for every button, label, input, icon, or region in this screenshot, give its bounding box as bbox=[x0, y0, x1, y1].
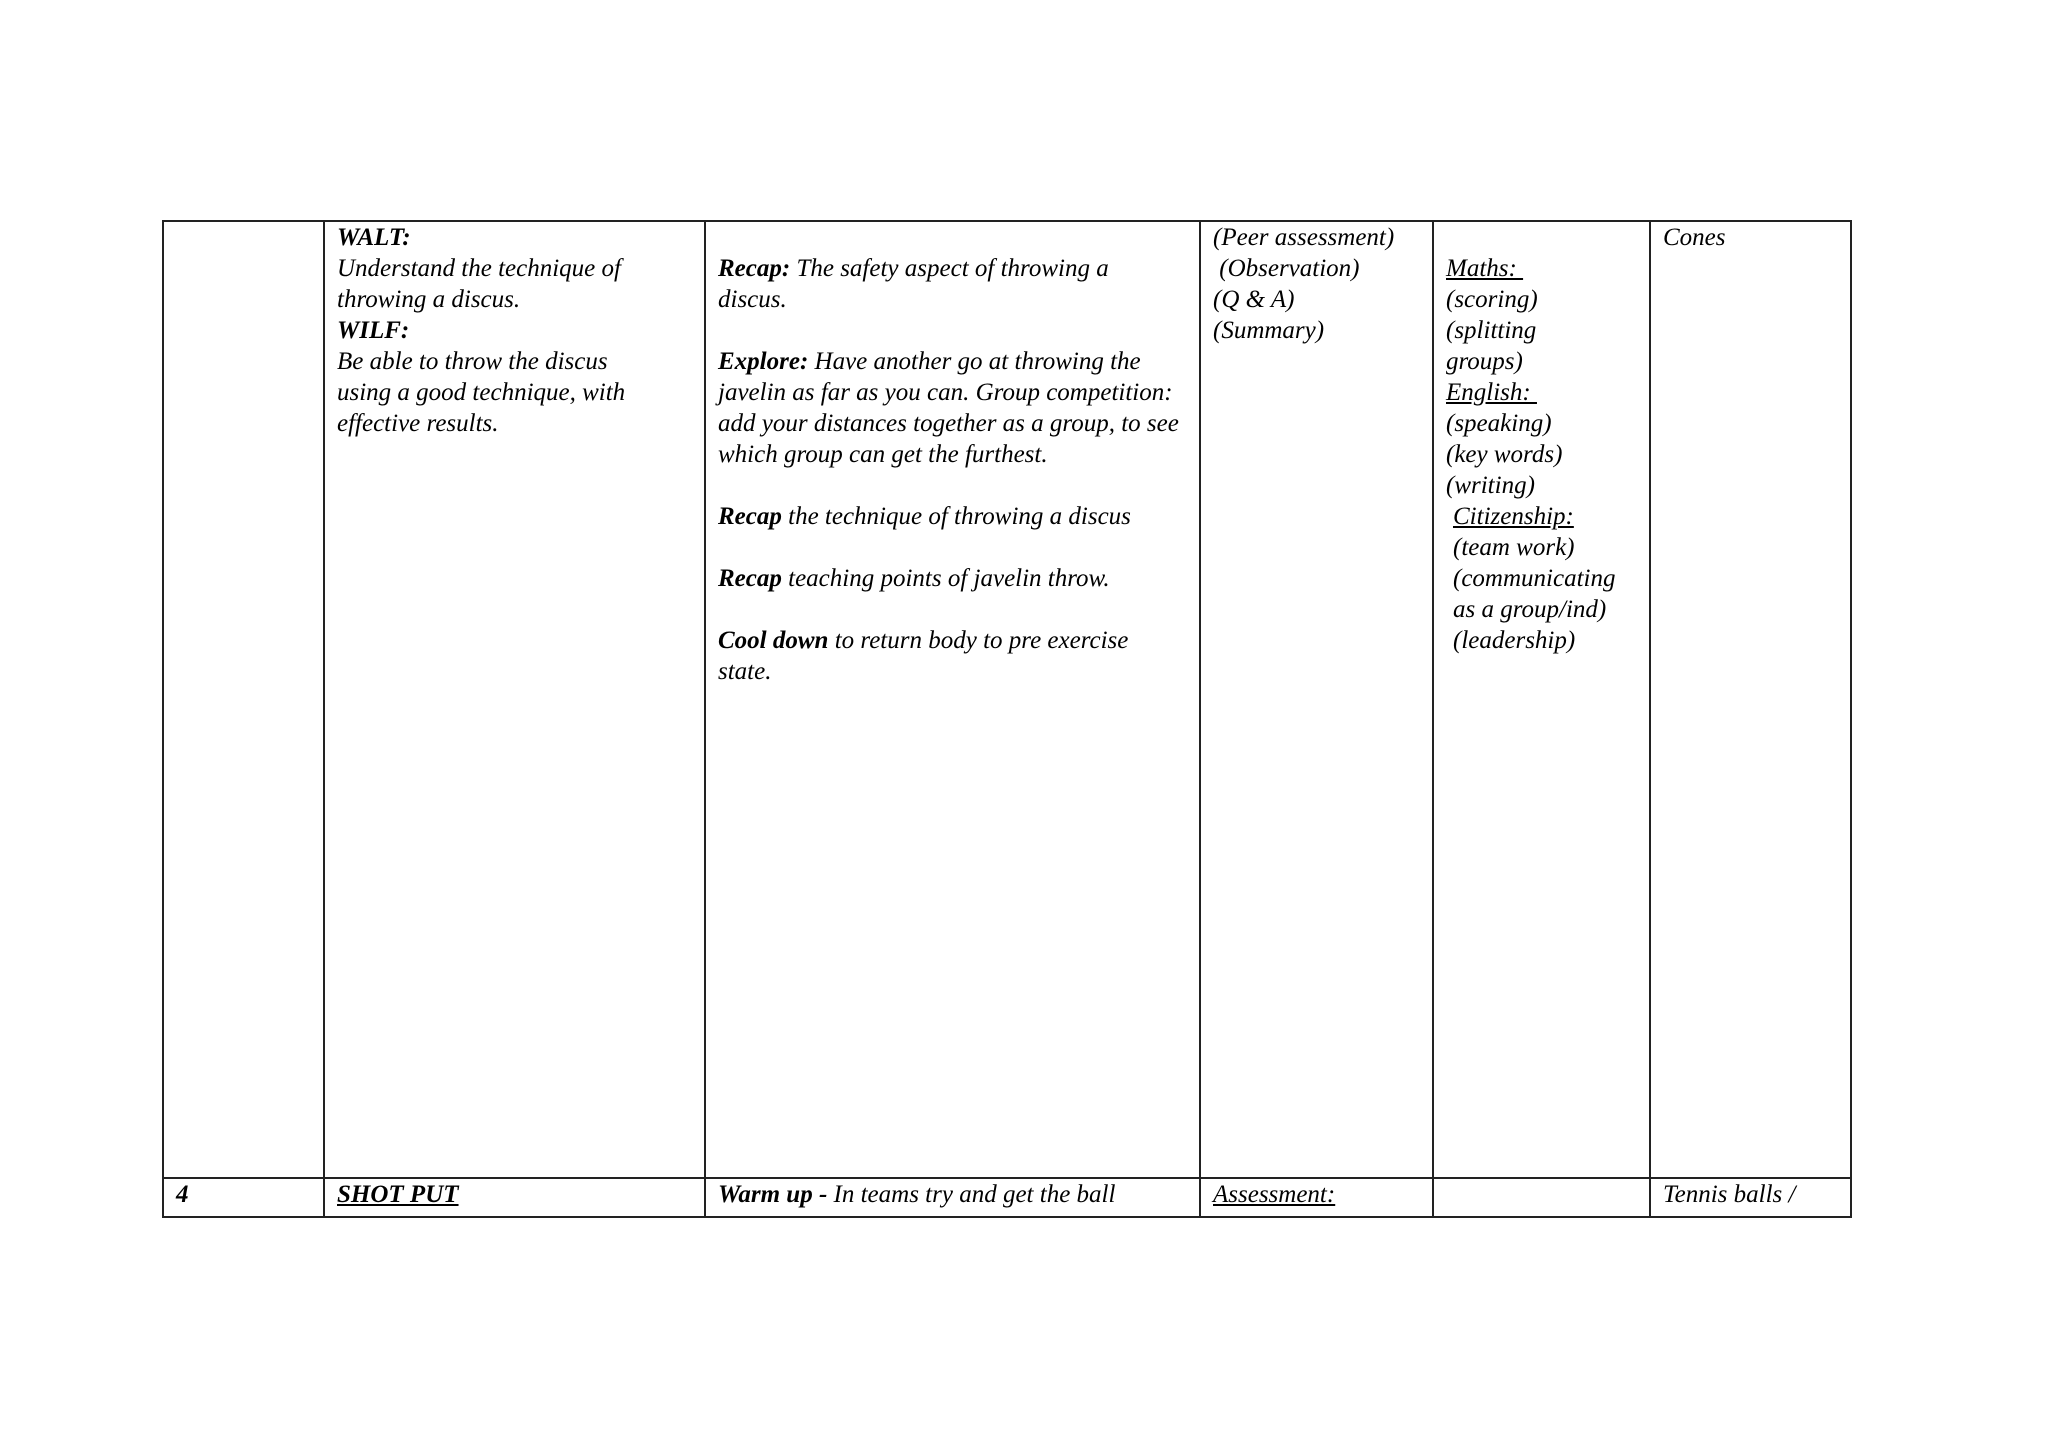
citizenship-item: (team work) bbox=[1453, 534, 1575, 561]
assessment-cell bbox=[1200, 1178, 1433, 1217]
english-item: (writing) bbox=[1446, 472, 1535, 499]
topic-title: SHOT PUT bbox=[337, 1181, 459, 1208]
wilf-heading: WILF: bbox=[337, 317, 410, 344]
topic-cell bbox=[324, 1178, 705, 1217]
lesson-number-cell bbox=[163, 1178, 324, 1217]
lesson-number-cell bbox=[163, 221, 324, 1178]
english-item: (speaking) bbox=[1446, 410, 1552, 437]
cross-curricular-cell bbox=[1433, 221, 1650, 1178]
walt-heading: WALT: bbox=[337, 224, 411, 251]
warm-up-text: In teams try and get the ball bbox=[833, 1181, 1116, 1208]
table-row bbox=[163, 1178, 1851, 1217]
activities-cell bbox=[705, 221, 1200, 1178]
assessment-item: (Observation) bbox=[1213, 255, 1360, 282]
cross-curricular-cell bbox=[1433, 1178, 1650, 1217]
resources-cell bbox=[1650, 1178, 1851, 1217]
english-heading: English: bbox=[1446, 379, 1537, 406]
activity-recap-safety: Recap: The safety aspect of throwing a discus. bbox=[718, 255, 1109, 313]
activity-cool-down: Cool down to return body to pre exercise state. bbox=[718, 627, 1129, 685]
wilf-text: Be able to throw the discus using a good technique, with effective results. bbox=[337, 348, 626, 437]
maths-heading: Maths: bbox=[1446, 255, 1524, 282]
resources-cell bbox=[1650, 221, 1851, 1178]
assessment-heading: Assessment: bbox=[1213, 1181, 1336, 1208]
assessment-item: (Peer assessment) bbox=[1213, 224, 1395, 251]
citizenship-item: (leadership) bbox=[1453, 627, 1576, 654]
assessment-item: (Summary) bbox=[1213, 317, 1325, 344]
citizenship-heading: Citizenship: bbox=[1453, 503, 1574, 530]
lesson-number: 4 bbox=[176, 1181, 189, 1208]
warm-up-lead: Warm up - bbox=[718, 1181, 834, 1208]
citizenship-item: (communicating as a group/ind) bbox=[1453, 565, 1616, 623]
lesson-plan-table bbox=[162, 220, 1852, 1218]
english-item: (key words) bbox=[1446, 441, 1563, 468]
assessment-cell bbox=[1200, 221, 1433, 1178]
activity-recap-javelin: Recap teaching points of javelin throw. bbox=[718, 565, 1110, 592]
citizenship-block bbox=[1446, 501, 1637, 656]
objectives-cell bbox=[324, 221, 705, 1178]
assessment-item: (Q & A) bbox=[1213, 286, 1295, 313]
resources-text: Tennis balls / bbox=[1663, 1181, 1796, 1208]
activity-explore: Explore: Have another go at throwing the javelin as far as you can. Group competition: add your distances together as a group, to see which group can get the furthest. bbox=[718, 348, 1179, 468]
resources-text: Cones bbox=[1663, 224, 1726, 251]
activity-recap-technique: Recap the technique of throwing a discus bbox=[718, 503, 1131, 530]
maths-item: (splitting groups) bbox=[1446, 317, 1537, 375]
activities-cell bbox=[705, 1178, 1200, 1217]
table-row bbox=[163, 221, 1851, 1178]
maths-item: (scoring) bbox=[1446, 286, 1538, 313]
walt-text: Understand the technique of throwing a discus. bbox=[337, 255, 621, 313]
